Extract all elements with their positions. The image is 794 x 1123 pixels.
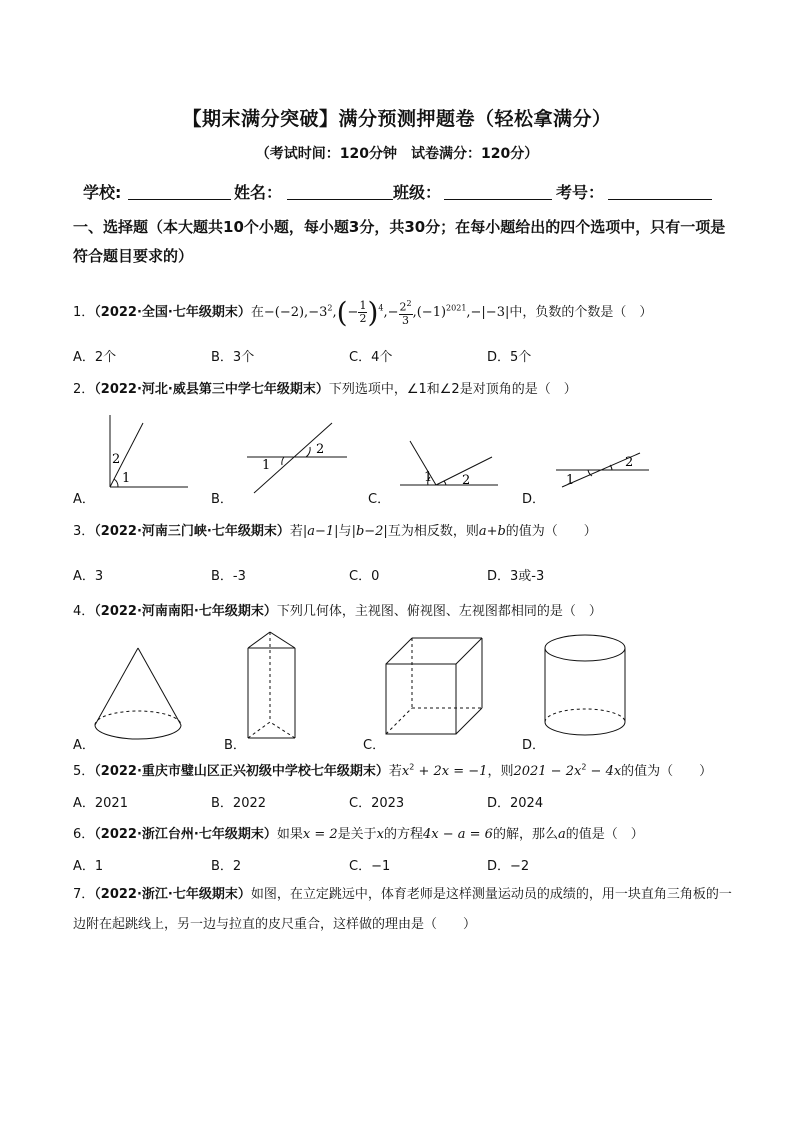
math-expression: $-(-2),-3^2,(-$ $\frac{1}{2}$ )$^4$,− $\frac{2^2}{3}$ $,(-1)^{2021},-|-3|$: [263, 296, 510, 329]
exam-info: （考试时间：120分钟 试卷满分：120分）: [255, 146, 539, 162]
school-label: 学校:: [83, 183, 122, 202]
cube-figure: [386, 638, 482, 734]
q3-option-c[interactable]: C．0: [349, 569, 380, 584]
class-label: 班级：: [393, 183, 442, 202]
prism-figure: [248, 632, 295, 738]
angle-figure-a: [110, 415, 188, 487]
q1-option-d[interactable]: D．5个: [487, 350, 532, 365]
q6-option-d[interactable]: D．−2: [487, 859, 530, 874]
q5-option-a[interactable]: A．2021: [73, 796, 128, 811]
q2-figures: [0, 405, 794, 505]
svg-text:1: 1: [424, 470, 433, 485]
q1-option-c[interactable]: C．4个: [349, 350, 393, 365]
q-stem-end: 中，负数的个数是（ ）: [509, 305, 653, 320]
q4-option-c[interactable]: C．: [363, 738, 386, 753]
q4-figures: [0, 622, 794, 747]
q-number: 1．: [73, 305, 95, 320]
question-7: 7．（2022·浙江·七年级期末）如图，在立定跳远中，体育老师是这样测量运动员的成绩的，用一块直角三角板的一边附在起跳线上，另一边与拉直的皮尺重合，这样做的理由是（ ）: [73, 887, 732, 932]
q6-option-c[interactable]: C．−1: [349, 859, 391, 874]
section-heading: 一、选择题（本大题共10个小题，每小题3分，共30分；在每小题给出的四个选项中，只有一项是符合题目要求的）: [73, 218, 726, 265]
angle-figure-b: [247, 423, 347, 493]
question-1: [73, 296, 652, 329]
q2-option-c[interactable]: C．: [368, 492, 391, 507]
q3-option-b[interactable]: B．-3: [211, 569, 246, 584]
q6-option-b[interactable]: B．2: [211, 859, 242, 874]
svg-text:1: 1: [566, 473, 575, 488]
q6-option-a[interactable]: A．1: [73, 859, 104, 874]
q4-option-b[interactable]: B．: [224, 738, 246, 753]
q2-option-d[interactable]: D．: [522, 492, 546, 507]
angle-label: 2: [112, 452, 121, 467]
name-label: 姓名：: [234, 183, 283, 202]
q2-option-b[interactable]: B．: [211, 492, 233, 507]
angle-label: 1: [122, 471, 131, 486]
q2-option-a[interactable]: A．: [73, 492, 95, 507]
q-source: （2022·全国·七年级期末）: [94, 305, 251, 320]
svg-text:2: 2: [625, 455, 634, 470]
question-3: 3．（2022·河南三门峡·七年级期末）若|a−1|与|b−2|互为相反数，则a+b的值为（ ）: [73, 524, 597, 539]
cone-figure: [95, 648, 181, 739]
q5-option-d[interactable]: D．2024: [487, 796, 544, 811]
svg-text:2: 2: [316, 442, 325, 457]
class-blank[interactable]: [444, 199, 552, 200]
angle-figure-d: [556, 453, 649, 488]
question-6: 6．（2022·浙江台州·七年级期末）如果x = 2是关于x的方程4x − a = 6的解，那么a的值是（ ）: [73, 827, 644, 842]
cylinder-figure: [545, 635, 625, 735]
q4-option-d[interactable]: D．: [522, 738, 546, 753]
angle-figure-c: [400, 441, 498, 488]
q3-option-a[interactable]: A．3: [73, 569, 104, 584]
question-2: 2．（2022·河北·威县第三中学七年级期末）下列选项中，∠1和∠2是对顶角的是（ ）: [73, 382, 577, 397]
exam-no-blank[interactable]: [608, 199, 712, 200]
paper-title: 【期末满分突破】满分预测押题卷（轻松拿满分）: [182, 108, 612, 130]
q5-option-c[interactable]: C．2023: [349, 796, 405, 811]
school-blank[interactable]: [128, 199, 231, 200]
q3-option-d[interactable]: D．3或-3: [487, 569, 545, 584]
svg-text:1: 1: [262, 458, 271, 473]
q4-option-a[interactable]: A．: [73, 738, 95, 753]
q-stem: 在: [250, 305, 264, 320]
svg-text:2: 2: [462, 473, 471, 488]
q5-option-b[interactable]: B．2022: [211, 796, 267, 811]
q1-option-a[interactable]: A．2个: [73, 350, 117, 365]
question-5: 5．（2022·重庆市璧山区正兴初级中学校七年级期末）若$x^2 + 2x = -1$，则$2021 - 2x^2 - 4x$的值为（ ）: [73, 762, 713, 779]
question-4: 4．（2022·河南南阳·七年级期末）下列几何体，主视图、俯视图、左视图都相同的是（ ）: [73, 604, 602, 619]
exam-no-label: 考号：: [556, 183, 605, 202]
q1-option-b[interactable]: B．3个: [211, 350, 255, 365]
name-blank[interactable]: [287, 199, 393, 200]
